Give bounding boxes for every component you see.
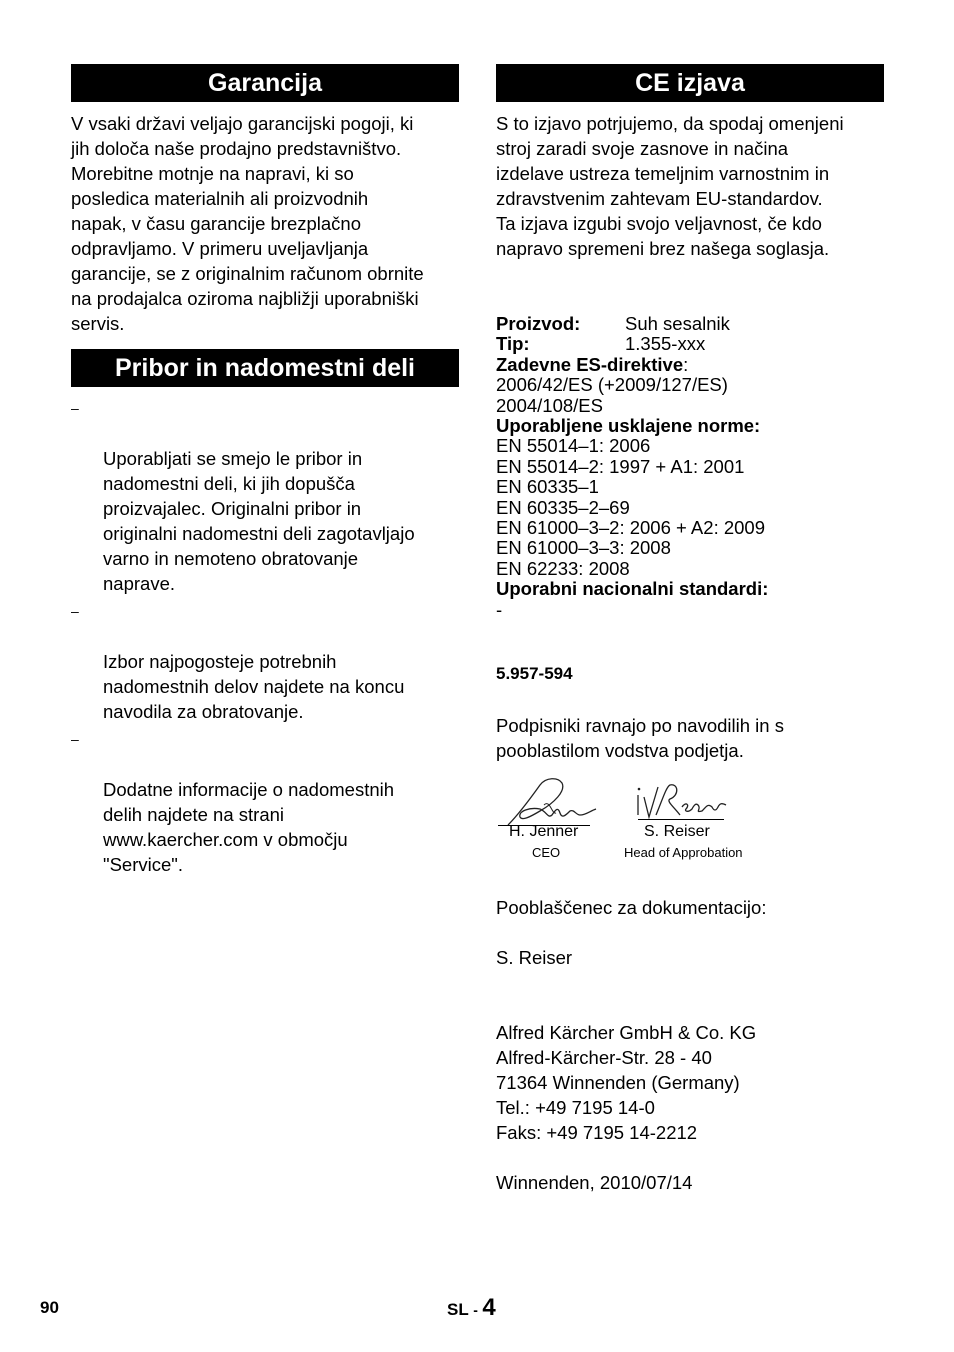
- dash-bullet: –: [71, 603, 79, 619]
- page-number: 90: [40, 1298, 59, 1317]
- signer1-name: H. Jenner: [509, 823, 579, 841]
- pribor-list: [71, 396, 459, 877]
- language-code: SL: [447, 1300, 469, 1319]
- right-column: [496, 64, 884, 1195]
- company-address: Alfred Kärcher GmbH & Co. KG Alfred-Kärcher-Str. 28 - 40 71364 Winnenden (Germany) Tel.: +49 7195 14-0 Faks: +49 7195 14-2212: [496, 1022, 757, 1144]
- left-column: [71, 64, 459, 880]
- list-item-text: Dodatne informacije o nadomestnih delih najdete na strani www.kaercher.com v območju "Service".: [103, 779, 395, 875]
- product-label: Proizvod:: [496, 313, 581, 334]
- norm-item: EN 60335–1: [496, 476, 599, 498]
- directives-heading: [496, 355, 884, 375]
- garancija-heading: Garancija: [71, 64, 459, 102]
- pribor-heading: Pribor in nadomestni deli: [71, 349, 459, 387]
- document-number: 5.957-594: [496, 664, 573, 684]
- product-row: [496, 314, 884, 334]
- type-row: [496, 334, 884, 354]
- list-item-text: Uporabljati se smejo le pribor in nadomestni deli, ki jih dopušča proizvajalec. Originalni pribor in originalni nadomestni deli zagotavljajo varno in nemoteno obratovanje naprave.: [103, 448, 415, 594]
- footer-separator: -: [473, 1302, 478, 1318]
- norm-item: EN 61000–3–2: 2006 + A2: 2009: [496, 517, 765, 539]
- type-value: 1.355-xxx: [625, 333, 706, 355]
- list-item-text: Izbor najpogosteje potrebnih nadomestnih delov najdete na koncu navodila za obratovanje.: [103, 651, 405, 722]
- doc-rep-name: S. Reiser: [496, 947, 573, 969]
- ce-heading: CE izjava: [496, 64, 884, 102]
- signature-line-reiser: [638, 819, 724, 820]
- signer2-role: Head of Approbation: [624, 845, 743, 861]
- doc-rep-label: Pooblaščenec za dokumentacijo:: [496, 897, 767, 919]
- directives-label: Zadevne ES-direktive: [496, 353, 684, 375]
- directive-item: 2004/108/ES: [496, 394, 603, 416]
- garancija-text: V vsaki državi veljajo garancijski pogoji, ki jih določa naše prodajno predstavništvo. Morebitne motnje na napravi, ki so posledica materialnih ali proizvodnih napak, v času garancije brezplačno odpravljamo. V primeru uveljavljanja garancije, se z originalnim računom obrnite na prodajalca oziroma najbližji uporabniški servis.: [71, 113, 424, 334]
- ce-declaration-text: S to izjavo potrjujemo, da spodaj omenjeni stroj zaradi svoje zasnove in načina izdelave ustreza temeljnim varnostnim in zdravstvenim zahtevam EU-standardov. Ta izjava izgubi svojo veljavnost, če kdo napravo spremeni brez našega soglasja.: [496, 113, 844, 259]
- national-standards-label: Uporabni nacionalni standardi:: [496, 578, 769, 600]
- signatories-intro: Podpisniki ravnajo po navodilih in s pooblastilom vodstva podjetja.: [496, 715, 784, 762]
- dash-bullet: –: [71, 731, 79, 747]
- norm-item: EN 55014–1: 2006: [496, 435, 651, 457]
- directives-colon: :: [683, 353, 689, 375]
- norm-item: EN 61000–3–3: 2008: [496, 537, 671, 559]
- language-page-marker: [447, 1294, 496, 1322]
- list-item: [71, 727, 459, 877]
- directive-item: 2006/42/ES (+2009/127/ES): [496, 374, 728, 396]
- signatures-block: [496, 777, 884, 863]
- signer1-role: CEO: [532, 845, 561, 861]
- type-label: Tip:: [496, 333, 530, 355]
- norm-item: EN 62233: 2008: [496, 557, 630, 579]
- national-standards-value: -: [496, 598, 503, 620]
- section-page-number: 4: [482, 1294, 496, 1321]
- list-item: [71, 599, 459, 724]
- norms-label: Uporabljene usklajene norme:: [496, 415, 761, 437]
- norm-item: EN 60335–2–69: [496, 496, 630, 518]
- list-item: [71, 396, 459, 596]
- product-value: Suh sesalnik: [625, 313, 730, 334]
- product-specification: [496, 314, 884, 620]
- documentation-representative: [496, 870, 884, 995]
- signer2-name: S. Reiser: [644, 823, 710, 841]
- norm-item: EN 55014–2: 1997 + A1: 2001: [496, 455, 745, 477]
- dash-bullet: –: [71, 400, 79, 416]
- place-date: Winnenden, 2010/07/14: [496, 1172, 693, 1194]
